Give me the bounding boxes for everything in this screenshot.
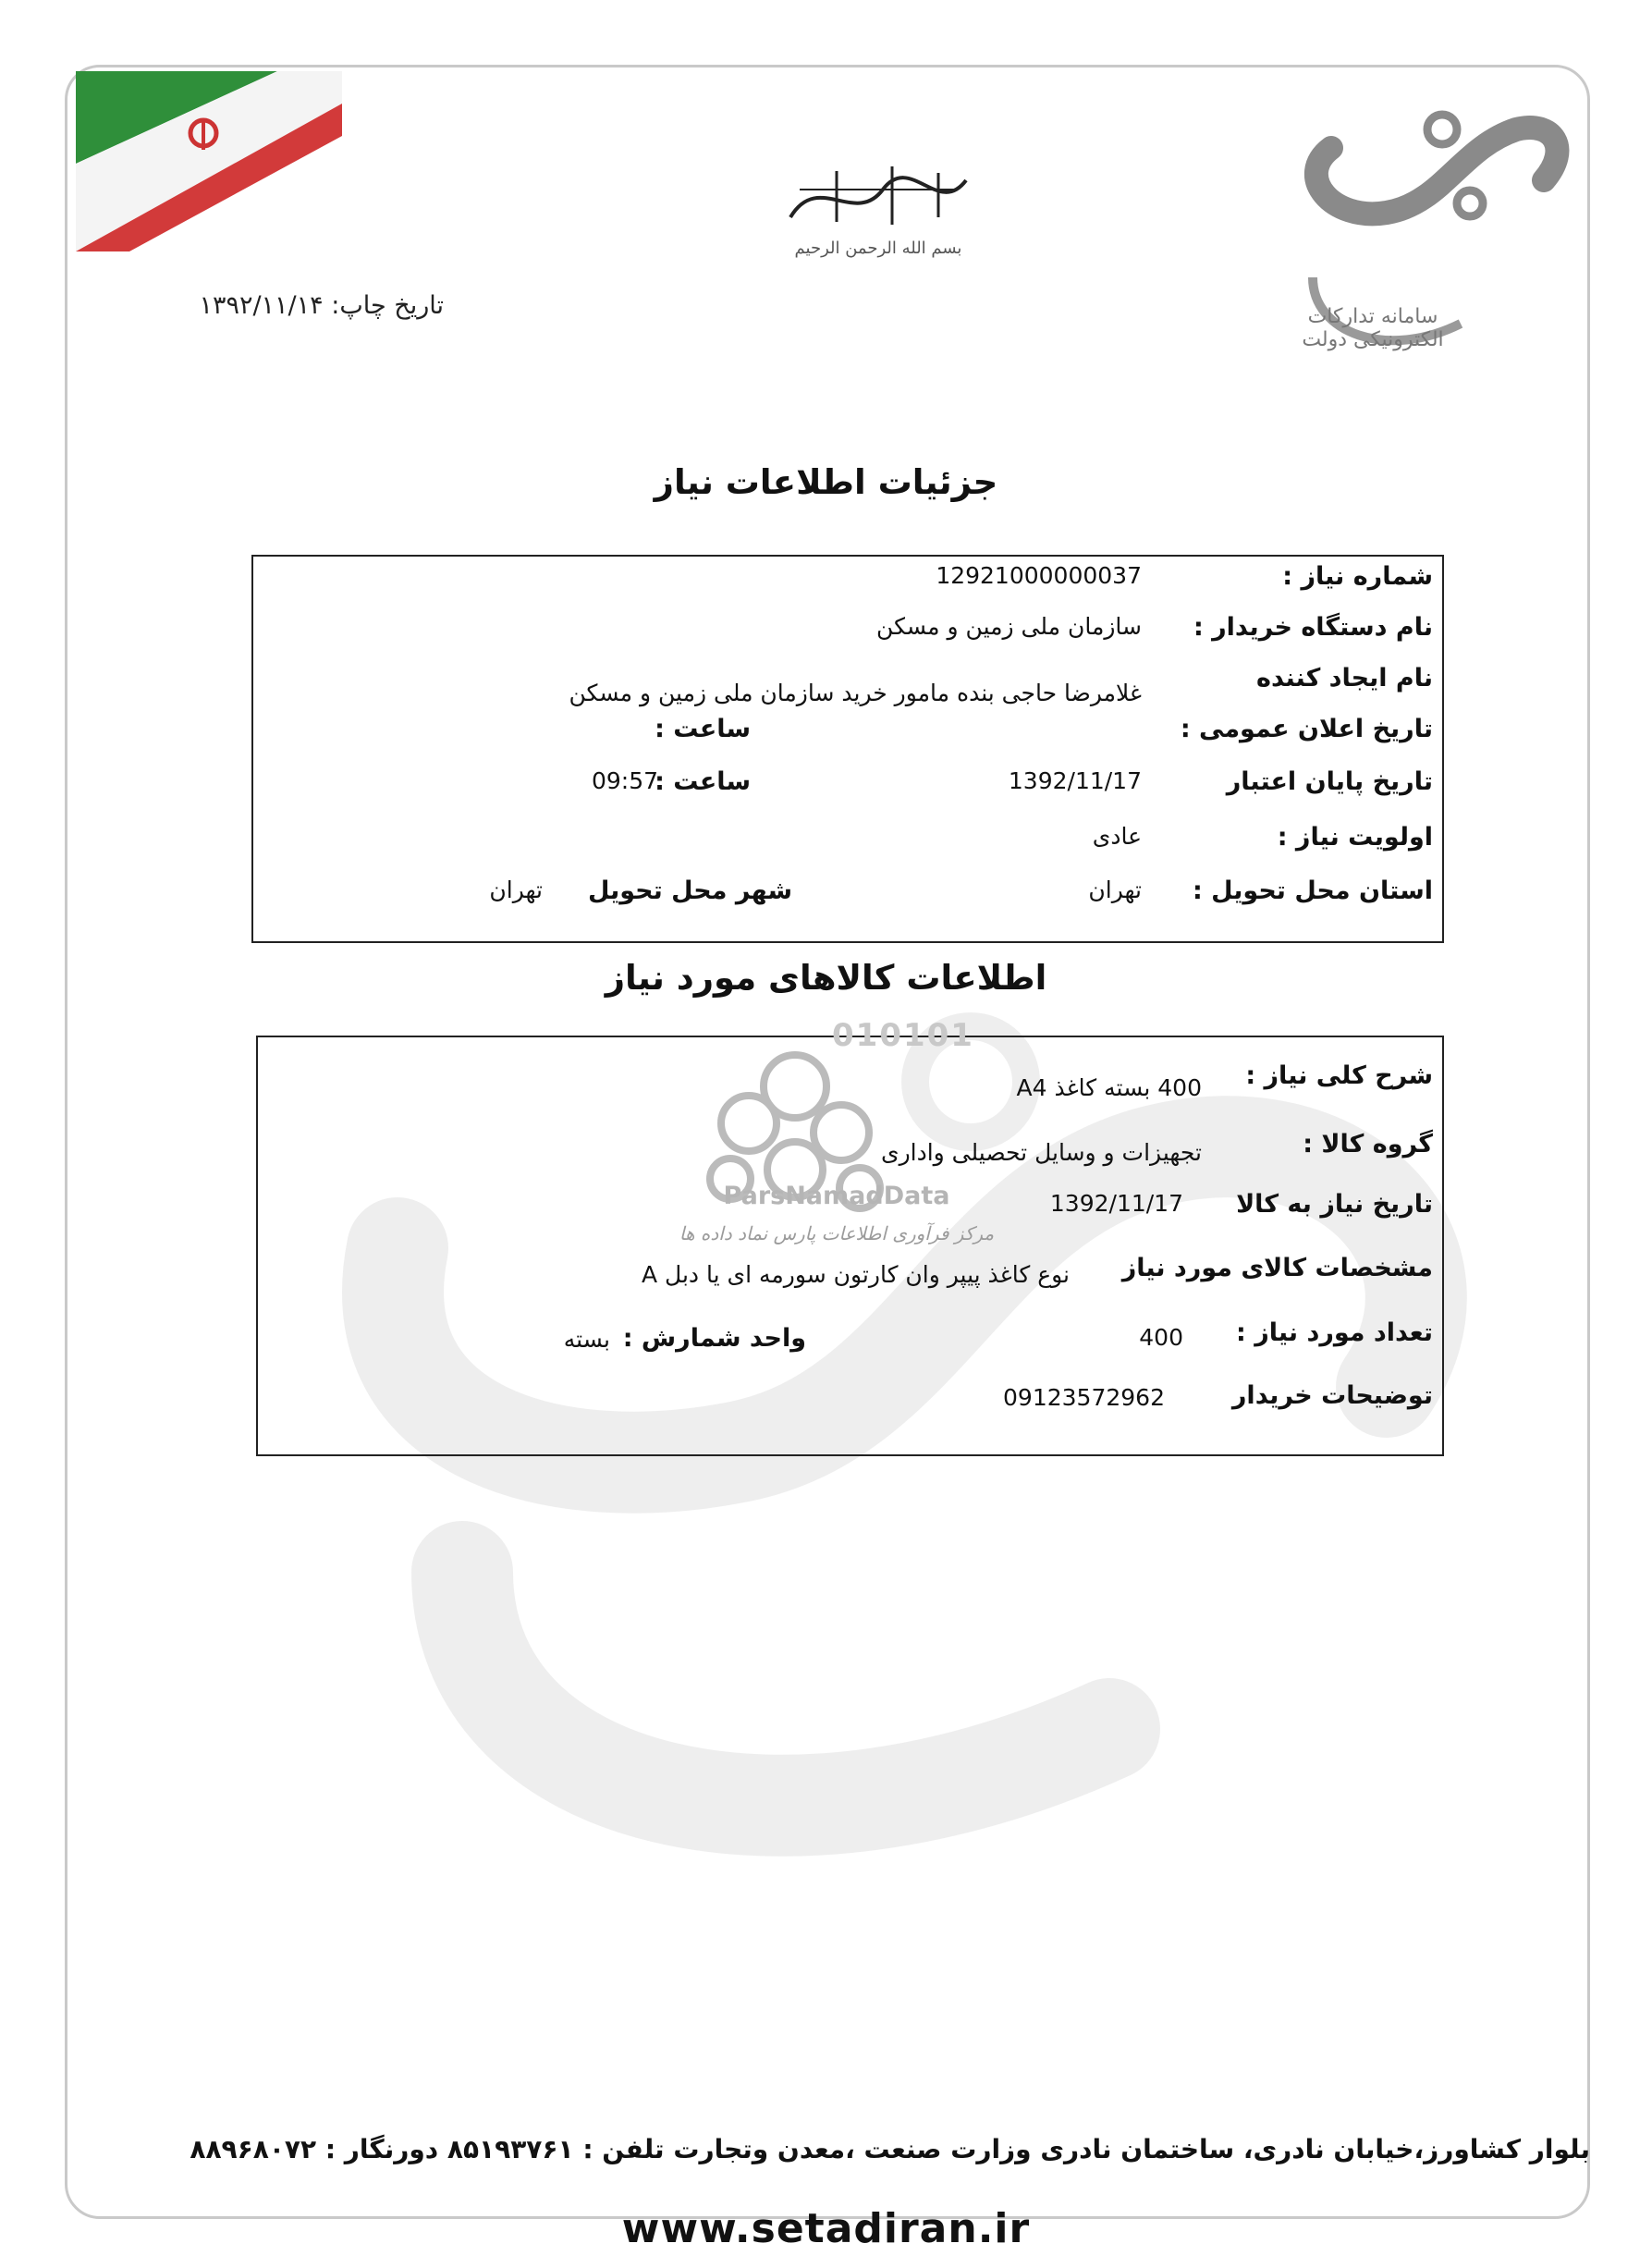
buyer-notes-value: 09123572962 <box>1003 1384 1165 1411</box>
expiry-time-label: ساعت : <box>655 767 751 796</box>
buyer-org-value: سازمان ملی زمین و مسکن <box>876 613 1142 640</box>
group-value: تجهیزات و وسایل تحصیلی واداری <box>881 1139 1202 1166</box>
iran-flag-icon <box>65 67 342 251</box>
basmala <box>781 153 975 236</box>
logo-caption: سامانه تدارکات الکترونیکی دولت <box>1302 305 1444 351</box>
announce-date-label: تاریخ اعلان عمومی : <box>1180 715 1433 743</box>
stamp-binary: 010101 <box>832 1017 974 1054</box>
need-date-value: 1392/11/17 <box>1049 1190 1183 1217</box>
delivery-city-label: شهر محل تحویل <box>587 877 792 905</box>
goods-info-title: اطلاعات کالاهای مورد نیاز <box>605 958 1047 998</box>
unit-label: واحد شمارش : <box>622 1324 806 1353</box>
delivery-province-value: تهران <box>1088 877 1142 903</box>
basmala-text: بسم الله الرحمن الرحیم <box>794 239 962 258</box>
delivery-city-value: تهران <box>489 877 543 903</box>
specs-value: نوع کاغذ پیپر وان کارتون سورمه ای یا دبل A <box>641 1261 1070 1288</box>
buyer-notes-label: توضیحات خریدار <box>1231 1381 1433 1410</box>
quantity-label: تعداد مورد نیاز : <box>1236 1318 1433 1347</box>
group-label: گروه کالا : <box>1303 1130 1433 1159</box>
expiry-date-value: 1392/11/17 <box>1008 767 1142 794</box>
buyer-org-label: نام دستگاه خریدار : <box>1193 613 1433 642</box>
creator-value: غلامرضا حاجی بنده مامور خرید سازمان ملی زمین و مسکن <box>569 680 1142 706</box>
footer-website-link[interactable]: www.setadiran.ir <box>621 2205 1031 2252</box>
expiry-date-label: تاریخ پایان اعتبار <box>1226 767 1433 796</box>
print-date: تاریخ چاپ: ۱۳۹۲/۱۱/۱۴ <box>199 291 444 320</box>
need-number-value: 12921000000037 <box>936 562 1142 589</box>
expiry-time-value: 09:57 <box>591 767 658 794</box>
announce-time-label: ساعت : <box>655 715 751 743</box>
need-date-label: تاریخ نیاز به کالا <box>1236 1190 1433 1219</box>
basmala-calligraphy-icon <box>781 153 975 236</box>
need-number-label: شماره نیاز : <box>1282 562 1433 591</box>
creator-label: نام ایجاد کننده <box>1256 664 1433 693</box>
footer-address: بلوار کشاورز،خیابان نادری، ساختمان نادری وزارت صنعت ،معدن وتجارت تلفن : ۸۵۱۹۳۷۶۱ دورنگار : ۸۸۹۶۸۰۷۲ <box>190 2134 1590 2164</box>
delivery-province-label: استان محل تحویل : <box>1192 877 1433 905</box>
summary-value: 400 بسته کاغذ A4 <box>1016 1074 1202 1101</box>
need-details-title: جزئیات اطلاعات نیاز <box>654 462 998 502</box>
priority-label: اولویت نیاز : <box>1277 823 1433 852</box>
unit-value: بسته <box>563 1326 610 1353</box>
quantity-value: 400 <box>1139 1324 1183 1351</box>
specs-label: مشخصات کالای مورد نیاز <box>1121 1254 1433 1282</box>
summary-label: شرح کلی نیاز : <box>1245 1061 1433 1090</box>
stamp-name: ParsNamadData <box>723 1182 950 1210</box>
stamp-subtitle: مرکز فرآوری اطلاعات پارس نماد داده ها <box>679 1222 995 1244</box>
priority-value: عادی <box>1092 823 1142 850</box>
